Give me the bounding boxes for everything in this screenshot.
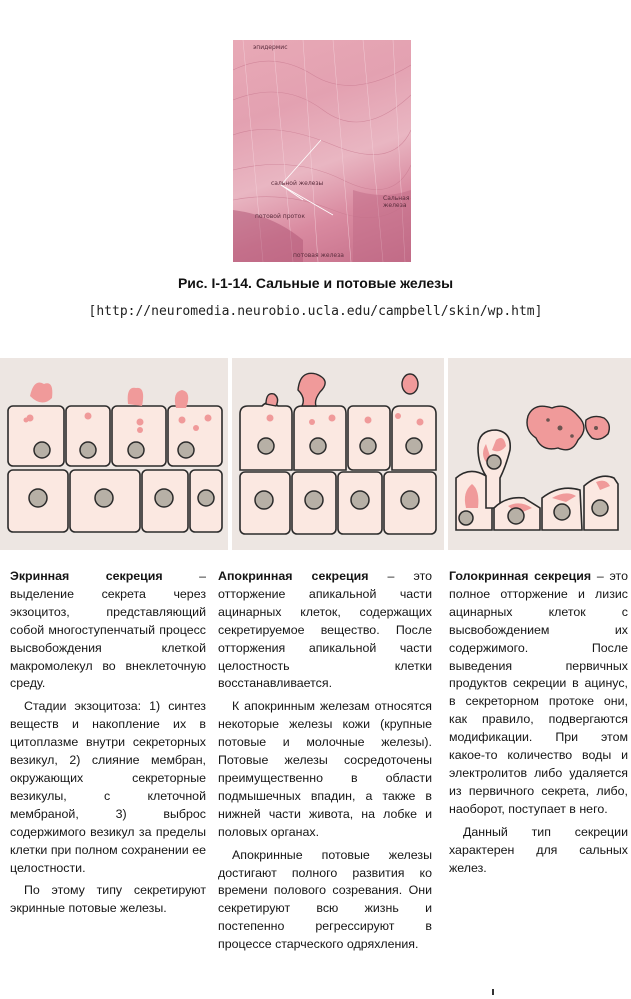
micro-label-sweat-gland: потовая железа [293,252,344,259]
holocrine-p1-text: – это полное отторжение и лизис ацинарных клеток с высвобождением их содержимого. После выведения первичных продуктов секреции в ацинус, в секреторном протоке они, как правило, подвергаются модификации. При этом какое-то количество воды и электролитов либо удаляется из первичного секрета, либо, наоборот, поступает в него. [449,569,628,816]
holocrine-p1 [449,568,628,819]
micro-label-epidermis: эпидермис [253,44,288,51]
page-mark [492,989,494,995]
micrograph [233,40,411,262]
eccrine-p1 [10,568,206,693]
holocrine-p2: Данный тип секреции характерен для сальных желез. [449,824,628,875]
apocrine-p3: Апокринные потовые железы достигают полного развития ко времени полового созревания. Они секретируют всю жизнь и постепенно регрессируют в процессе старческого одряхления. [218,847,432,952]
figure-caption [0,275,631,291]
eccrine-title: Экринная секреция [10,569,163,583]
micro-label-right: Сальная железа [383,195,410,209]
eccrine-p2: Стадии экзоцитоза: 1) синтез веществ и накопление их в цитоплазме внутри секреторных везикул, 2) слияние мембран, окружающих секреторные везикулы, с клеточной мембраной, 3) выброс содержимого везикул за пределы клетки при полном сохранении ее целостности. [10,699,206,875]
apocrine-title: Апокринная секреция [218,569,369,583]
apocrine-p1 [218,568,432,693]
micro-label-sweat-duct: потовой проток [255,213,305,220]
micrograph-texture [233,40,411,262]
eccrine-p1-text: – выделение секрета через экзоцитоз, представляющий собой многоступенчатый процесс высвобождения клеткой макромолекул во внеклеточную среду. [10,569,206,691]
micro-label-sebaceous: сальной железы [271,180,324,187]
apocrine-cells [240,402,436,534]
apocrine-p2: К апокринным железам относятся некоторые железы кожи (крупные потовые и молочные железы). Потовые железы сосредоточены преимущественно в области подмышечных впадин, а также в нижней части живота, на лобке и половых органах. [218,699,432,839]
column-apocrine [218,568,432,959]
caption-number: Рис. I-1-14. [177,275,252,291]
column-eccrine [10,568,206,923]
source-url: [http://neuromedia.neurobio.ucla.edu/campbell/skin/wp.htm] [88,304,543,319]
holocrine-title: Голокринная секреция [449,569,592,583]
caption-title: Сальные и потовые железы [255,275,454,291]
secretion-diagram [0,358,631,550]
column-holocrine [449,568,628,882]
apocrine-p1-text: – это отторжение апикальной части ацинарных клеток, содержащих секретируемое вещество. После отторжения апикальной части целостность клетки восстанавливается. [218,569,432,691]
eccrine-p3: По этому типу секретируют экринные потовые железы. [10,883,206,916]
